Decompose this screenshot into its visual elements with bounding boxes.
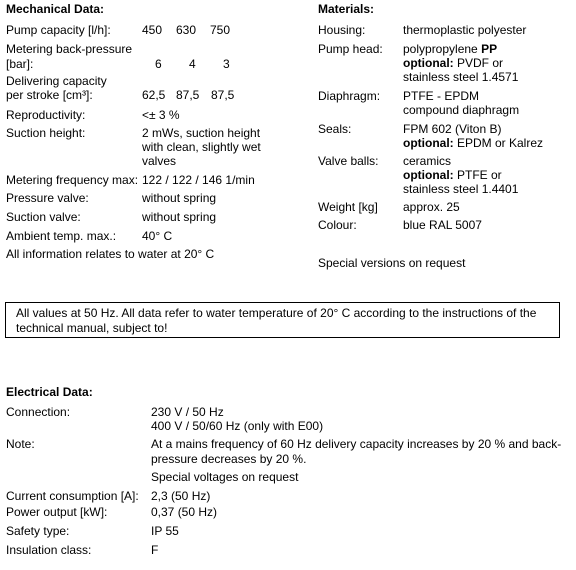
valve-balls-optional-label: optional: [403, 168, 454, 182]
capacity-label: Pump capacity [l/h]: [6, 23, 111, 37]
special-versions-note: Special versions on request [318, 256, 466, 270]
capacity-value-2: 630 [176, 23, 197, 37]
housing-value: thermoplastic polyester [403, 23, 527, 37]
pump-head-optional-label: optional: [403, 56, 454, 70]
valve-balls-value-line3: stainless steel 1.4401 [403, 182, 519, 196]
pump-head-value-line1 [403, 42, 497, 57]
pump-head-optional-value: PVDF or [453, 56, 503, 70]
delivering-value-2: 87,5 [176, 88, 200, 102]
suction-height-label: Suction height: [6, 126, 86, 140]
colour-value: blue RAL 5007 [403, 218, 482, 232]
pressure-valve-label: Pressure valve: [6, 191, 89, 205]
suction-height-value-line1: 2 mWs, suction height [142, 126, 261, 140]
delivering-label-line1: Delivering capacity [6, 74, 107, 88]
suction-height-value-line2: with clean, slightly wet [142, 140, 261, 154]
backpressure-label-line1: Metering back-pressure [6, 42, 133, 56]
frequency-value: 122 / 122 / 146 1/min [142, 173, 255, 187]
seals-label: Seals: [318, 122, 352, 136]
electrical-heading: Electrical Data: [6, 385, 93, 399]
pump-head-value-line3: stainless steel 1.4571 [403, 70, 519, 84]
mechanical-heading: Mechanical Data: [6, 2, 105, 16]
note-value-line2: pressure decreases by 20 %. [151, 452, 307, 466]
ambient-value: 40° C [142, 229, 173, 243]
backpressure-value-3: 3 [223, 57, 230, 71]
connection-label: Connection: [6, 405, 71, 419]
current-label: Current consumption [A]: [6, 489, 139, 503]
backpressure-label-line2: [bar]: [6, 57, 34, 71]
note-value-line1: At a mains frequency of 60 Hz delivery capacity increases by 20 % and back- [151, 437, 562, 451]
note-label: Note: [6, 437, 35, 451]
power-label: Power output [kW]: [6, 505, 108, 519]
notice-line-1: All values at 50 Hz. All data refer to water temperature of 20° C according to the instructions of the [16, 306, 537, 320]
suction-height-value-line3: valves [142, 154, 177, 168]
delivering-label-line2: per stroke [cm³]: [6, 88, 93, 102]
power-value: 0,37 (50 Hz) [151, 505, 218, 519]
weight-label: Weight [kg] [318, 200, 378, 214]
suction-valve-value: without spring [142, 210, 217, 224]
backpressure-value-1: 6 [155, 57, 162, 71]
notice-box [5, 302, 560, 338]
pump-head-value-line2 [403, 56, 503, 71]
valve-balls-optional-value: PTFE or [453, 168, 502, 182]
materials-heading: Materials: [318, 2, 375, 16]
diaphragm-value-line1: PTFE - EPDM [403, 89, 480, 103]
pump-head-material: polypropylene [403, 42, 482, 56]
suction-valve-label: Suction valve: [6, 210, 81, 224]
diaphragm-value-line2: compound diaphragm [403, 103, 520, 117]
delivering-value-3: 87,5 [211, 88, 235, 102]
pump-head-material-code: PP [481, 42, 498, 56]
connection-value-line2: 400 V / 50/60 Hz (only with E00) [151, 419, 324, 433]
connection-value-line1: 230 V / 50 Hz [151, 405, 224, 419]
reproductivity-label: Reproductivity: [6, 108, 86, 122]
seals-value-line2 [403, 136, 543, 151]
capacity-value-1: 450 [142, 23, 163, 37]
pump-head-label: Pump head: [318, 42, 383, 56]
capacity-value-3: 750 [210, 23, 231, 37]
safety-value: IP 55 [151, 524, 179, 538]
weight-value: approx. 25 [403, 200, 460, 214]
reproductivity-value: <± 3 % [142, 108, 180, 122]
special-voltages-note: Special voltages on request [151, 470, 299, 484]
diaphragm-label: Diaphragm: [318, 89, 381, 103]
housing-label: Housing: [318, 23, 366, 37]
valve-balls-value-line2 [403, 168, 502, 183]
insulation-label: Insulation class: [6, 543, 92, 557]
current-value: 2,3 (50 Hz) [151, 489, 211, 503]
seals-optional-label: optional: [403, 136, 454, 150]
backpressure-value-2: 4 [189, 57, 196, 71]
seals-value-line1: FPM 602 (Viton B) [403, 122, 502, 136]
valve-balls-label: Valve balls: [318, 154, 379, 168]
safety-label: Safety type: [6, 524, 70, 538]
valve-balls-value-line1: ceramics [403, 154, 452, 168]
frequency-label: Metering frequency max: [6, 173, 139, 187]
seals-optional-value: EPDM or Kalrez [453, 136, 544, 150]
pressure-valve-value: without spring [142, 191, 217, 205]
info-note: All information relates to water at 20° C [6, 247, 215, 261]
delivering-value-1: 62,5 [142, 88, 166, 102]
notice-line-2: technical manual, subject to! [16, 321, 168, 335]
ambient-label: Ambient temp. max.: [6, 229, 117, 243]
colour-label: Colour: [318, 218, 357, 232]
insulation-value: F [151, 543, 159, 557]
